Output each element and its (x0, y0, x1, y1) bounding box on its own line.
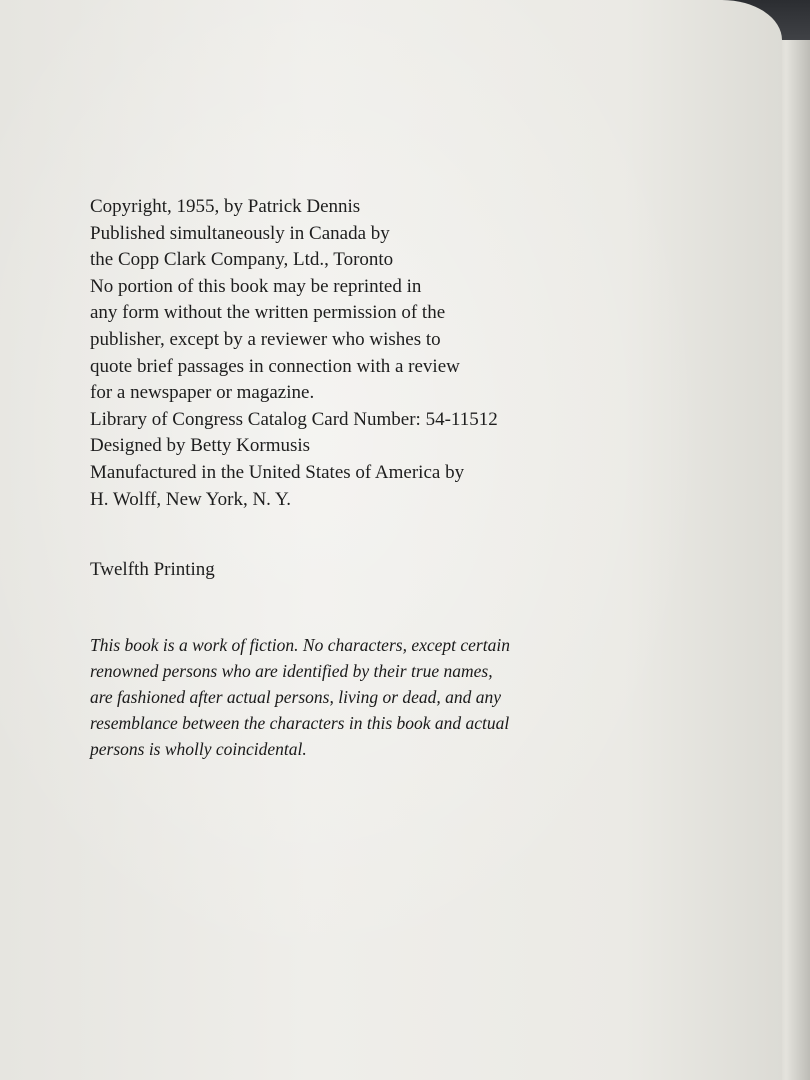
manufacturer-name-line: H. Wolff, New York, N. Y. (90, 488, 291, 510)
disclaimer-line: are fashioned after actual persons, living or dead, and any (90, 687, 502, 707)
disclaimer-line: renowned persons who are identified by their true names, (90, 661, 493, 681)
manufacturer-line: Manufactured in the United States of America by (90, 461, 465, 483)
rights-notice-line: any form without the written permission of the (90, 302, 446, 324)
rights-notice-line: publisher, except by a reviewer who wishes to (90, 328, 441, 350)
rights-notice-line: for a newspaper or magazine. (90, 382, 315, 404)
rights-notice-line: quote brief passages in connection with a review (90, 355, 460, 377)
printing-note: Twelfth Printing (90, 559, 215, 580)
copyright-block (90, 194, 610, 513)
fiction-disclaimer (90, 632, 630, 762)
copyright-line: Copyright, 1955, by Patrick Dennis (90, 196, 361, 217)
rights-notice-line: No portion of this book may be reprinted in (90, 275, 422, 297)
canadian-publisher-line: the Copp Clark Company, Ltd., Toronto (90, 249, 394, 271)
disclaimer-line: persons is wholly coincidental. (90, 739, 307, 759)
disclaimer-line: resemblance between the characters in this book and actual (90, 713, 510, 733)
designer-line: Designed by Betty Kormusis (90, 435, 311, 457)
catalog-number-line: Library of Congress Catalog Card Number: 54-11512 (90, 408, 498, 430)
canada-publication-line: Published simultaneously in Canada by (90, 222, 390, 244)
disclaimer-line: This book is a work of fiction. No characters, except certain (90, 635, 510, 655)
